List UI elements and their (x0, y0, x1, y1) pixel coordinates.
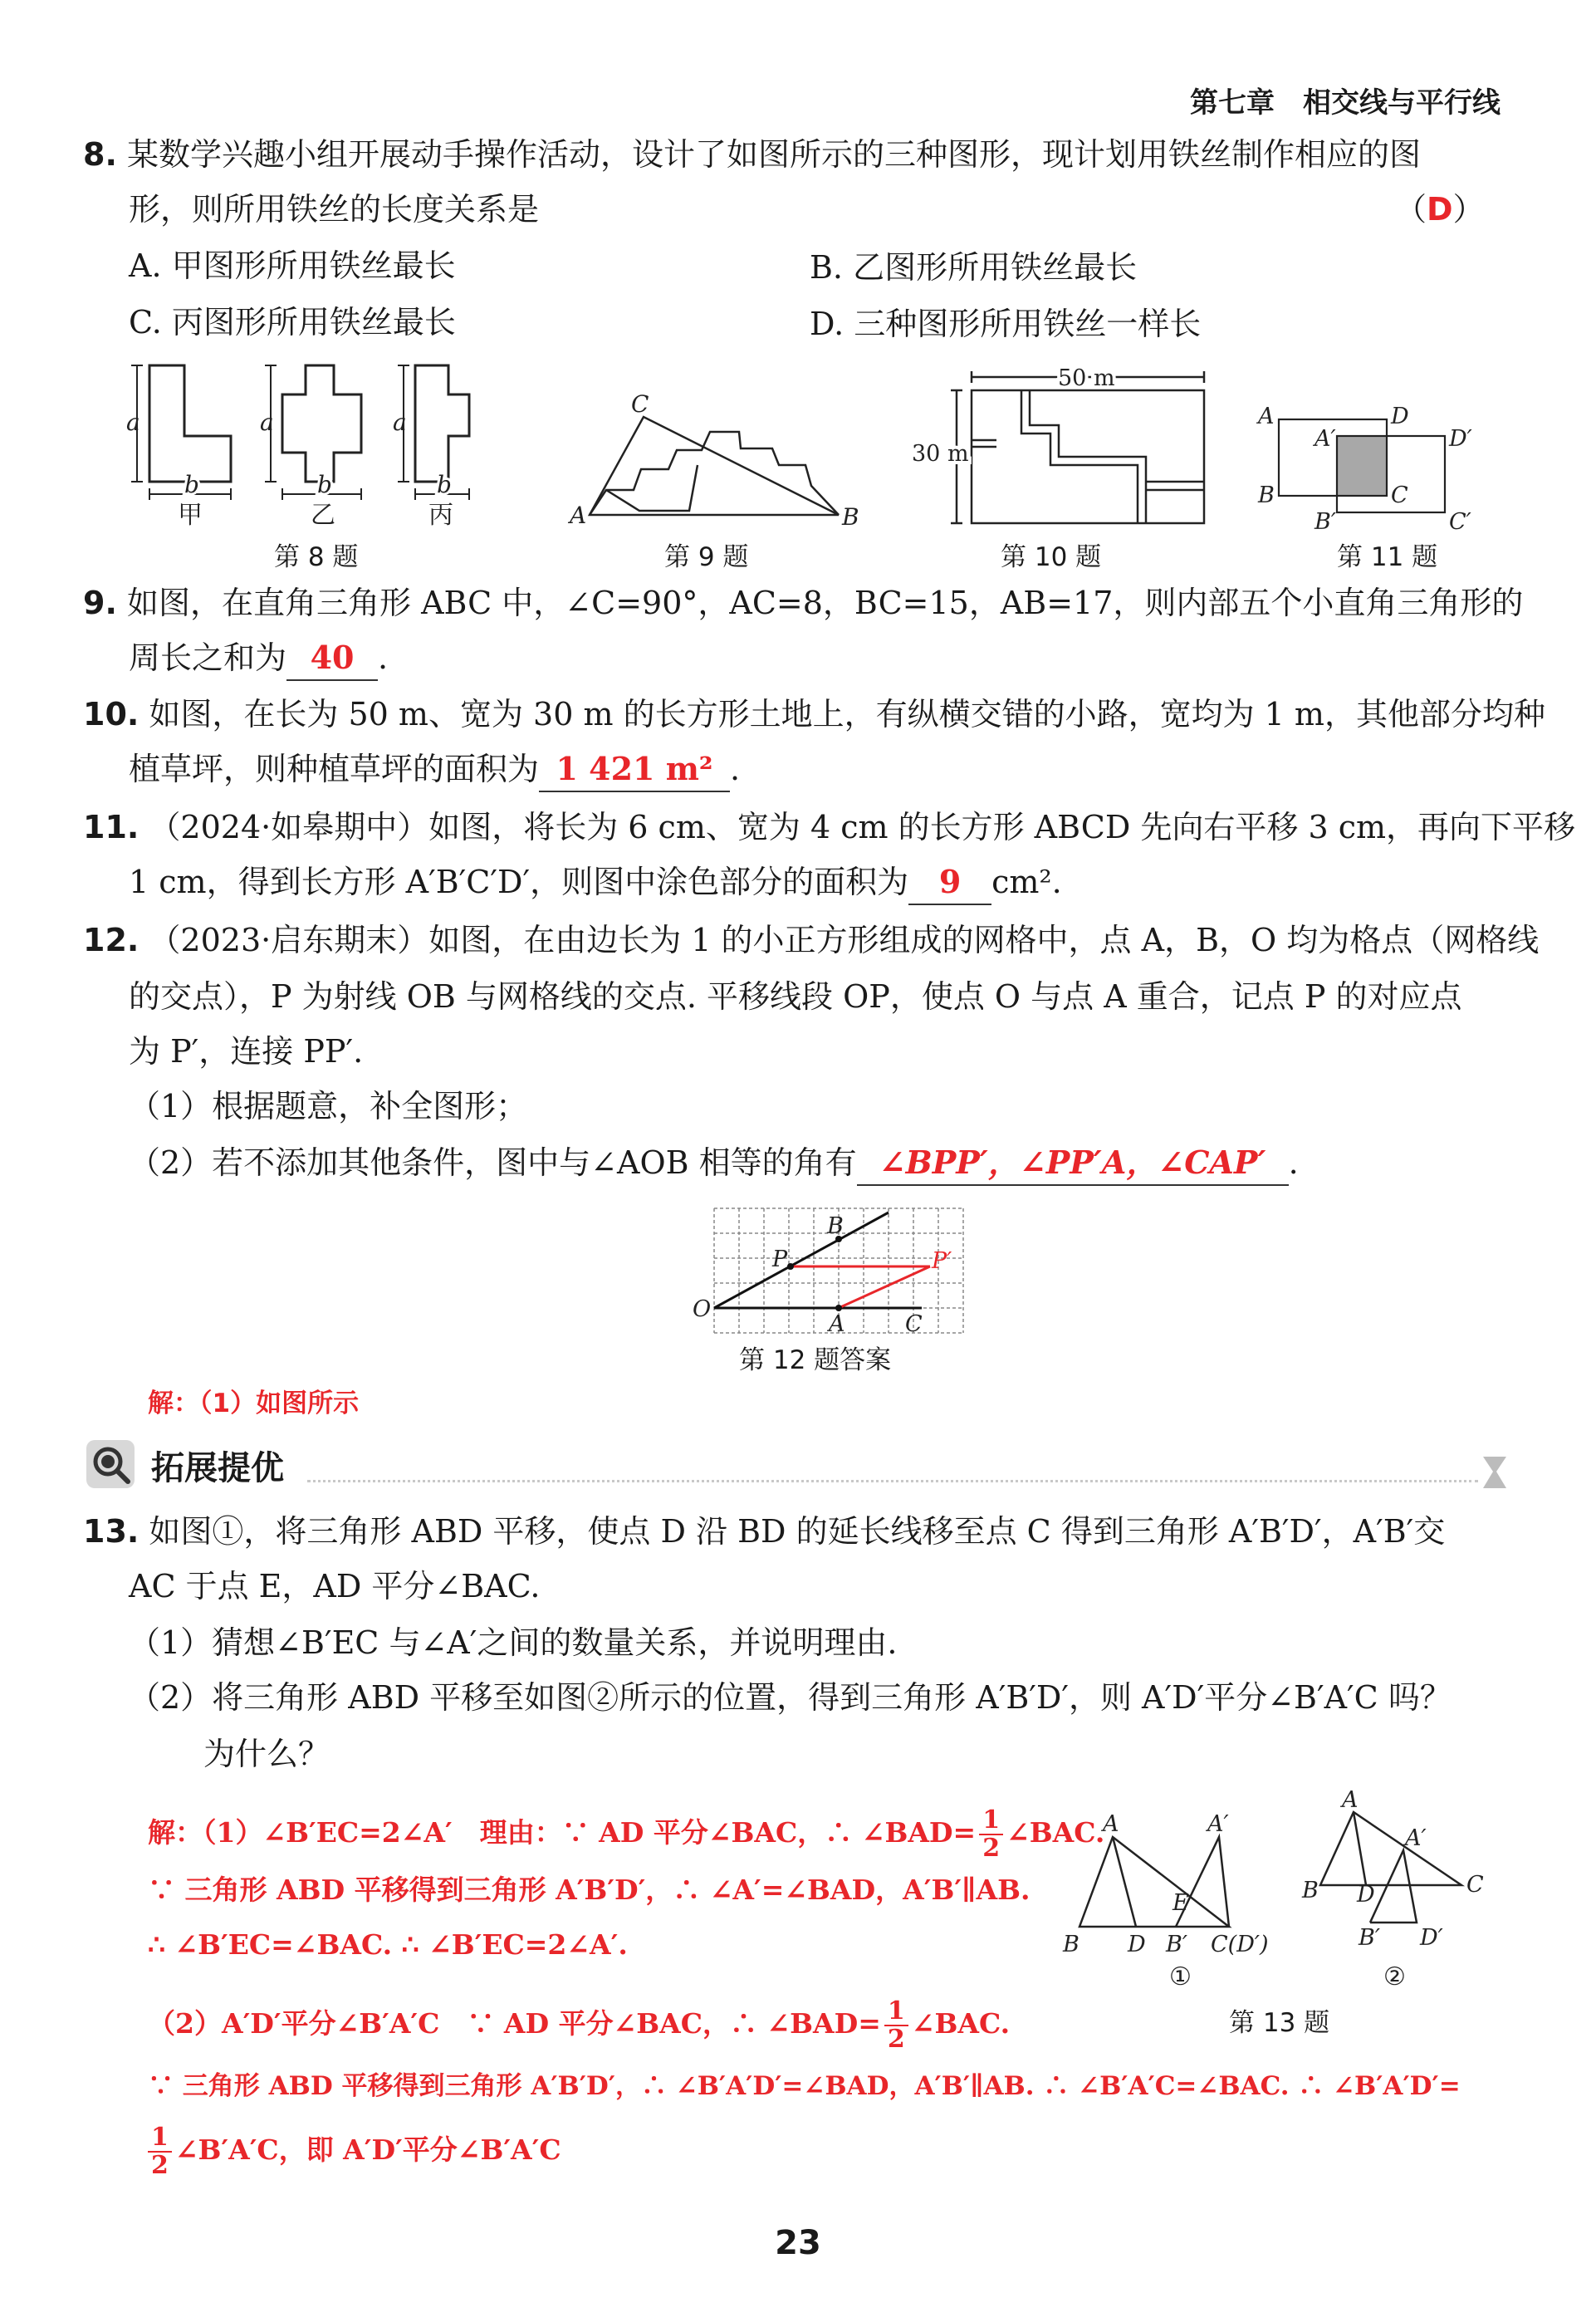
q13-sub2b: 为什么？ (203, 1736, 330, 1772)
q12-text2: 的交点），P 为射线 OB 与网格线的交点. 平移线段 OP，使点 O 与点 A 重合，记点 P 的对应点 (129, 978, 1462, 1015)
fig11-C1: C′ (1449, 509, 1471, 535)
hourglass-icon (1478, 1453, 1511, 1492)
fig8-b2: b (317, 471, 332, 498)
fig12-A: A (829, 1311, 845, 1337)
fig8-shape-yi (282, 365, 361, 482)
fig8-a1: a (126, 409, 140, 436)
fig13-2-B: B (1302, 1878, 1319, 1903)
q11-text1: （2024·如皋期中）如图，将长为 6 cm、宽为 4 cm 的长方形 ABCD 先向右平移 3 cm，再向下平移 (149, 809, 1576, 845)
fig10-height: 30 m (912, 441, 969, 467)
q13-sub1: （1）猜想∠B′EC 与∠A′之间的数量关系，并说明理由. (129, 1624, 898, 1661)
q8-option-c: C. 丙图形所用铁丝最长 (129, 304, 456, 340)
magnifier-icon (83, 1437, 141, 1492)
fig8-shape-jia (149, 365, 231, 482)
q11-answer: 9 (908, 860, 991, 905)
q8-answer-bracket: （D） (1395, 191, 1485, 228)
figure-13 (1055, 1786, 1520, 2018)
fig13-2-A: A (1342, 1787, 1359, 1813)
fig13-1-mark: ① (1169, 1962, 1192, 1991)
figure-8-caption: 第 8 题 (274, 542, 359, 572)
q13-sub2: （2）将三角形 ABD 平移至如图②所示的位置，得到三角形 A′B′D′，则 A′D′平分∠B′A′C 吗？ (129, 1679, 1452, 1716)
fig13-1-B: B (1063, 1932, 1080, 1957)
q8-text2: 形，则所用铁丝的长度关系是 (129, 191, 540, 228)
fig11-D: D (1391, 404, 1409, 429)
fig9-B: B (842, 503, 859, 531)
figure-9 (565, 382, 864, 531)
section-header (83, 1437, 1511, 1495)
q9-answer: 40 (286, 636, 378, 681)
figure-9-caption: 第 9 题 (664, 542, 749, 572)
q8-answer: D (1427, 191, 1453, 228)
fig12-C: C (905, 1311, 923, 1337)
fig10-width: 50 m (1058, 365, 1115, 391)
q8-option-b: B. 乙图形所用铁丝最长 (810, 249, 1138, 286)
figure-12-caption: 第 12 题答案 (739, 1345, 892, 1375)
figure-10 (905, 365, 1221, 531)
q10-number: 10. (83, 696, 140, 732)
q10-text1: 如图，在长为 50 m、宽为 30 m 的长方形土地上，有纵横交错的小路，宽均为 1 m，其他部分均种 (149, 696, 1545, 732)
section-title: 拓展提优 (151, 1449, 284, 1487)
q12-solution: 解：（1）如图所示 (148, 1389, 360, 1418)
figure-10-caption: 第 10 题 (1001, 542, 1102, 572)
figure-12 (681, 1200, 980, 1341)
q8-option-d: D. 三种图形所用铁丝一样长 (810, 306, 1202, 342)
fig8-b3: b (437, 471, 452, 498)
page-number: 23 (775, 2224, 821, 2262)
q12-sub1: （1）根据题意，补全图形； (129, 1088, 528, 1124)
q13-line1 (83, 1510, 1445, 1553)
fig11-B1: B′ (1314, 509, 1336, 535)
fig8-label-jia: 甲 (178, 501, 203, 530)
q10-line1 (83, 693, 1545, 736)
q10-answer: 1 421 m² (539, 747, 730, 792)
q13-sol2b: ∵ 三角形 ABD 平移得到三角形 A′B′D′，∴ ∠B′A′D′=∠BAD，A′B′∥AB. ∴ ∠B′A′C=∠BAC. ∴ ∠B′A′D′= (148, 2071, 1461, 2101)
fig13-2-mark: ② (1383, 1962, 1406, 1991)
fig13-2-B1: B′ (1359, 1925, 1380, 1951)
fig12-B: B (827, 1213, 844, 1239)
q9-line2: 周长之和为 40 . (129, 636, 388, 681)
fig11-D1: D′ (1449, 426, 1472, 452)
q8-text1: 某数学兴趣小组开展动手操作活动，设计了如图所示的三种图形，现计划用铁丝制作相应的图 (126, 136, 1421, 173)
q12-number: 12. (83, 922, 140, 958)
q10-line2: 植草坪，则种植草坪的面积为 1 421 m² . (129, 747, 740, 792)
fig8-shape-bing (415, 365, 469, 482)
figure-11 (1250, 394, 1515, 536)
q12-text1: （2023·启东期末）如图，在由边长为 1 的小正方形组成的网格中，点 A，B，O 均为格点（网格线 (149, 922, 1540, 958)
q12-text3: 为 P′，连接 PP′. (129, 1033, 364, 1070)
q13-text2: AC 于点 E，AD 平分∠BAC. (129, 1568, 541, 1604)
q11-line1 (83, 806, 1575, 849)
fig11-shaded (1337, 436, 1387, 496)
chapter-header: 第七章 相交线与平行线 (1190, 86, 1501, 120)
section-divider (307, 1480, 1478, 1482)
fig13-1-CD: C(D′) (1211, 1932, 1269, 1957)
q11-line2: 1 cm，得到长方形 A′B′C′D′，则图中涂色部分的面积为 9 cm². (129, 860, 1062, 905)
fig13-1-E: E (1173, 1890, 1189, 1916)
fig13-1-D: D (1128, 1932, 1146, 1957)
fig13-1-B1: B′ (1166, 1932, 1187, 1957)
fig8-b1: b (184, 471, 199, 498)
q9-text1: 如图，在直角三角形 ABC 中，∠C=90°，AC=8，BC=15，AB=17，则内部五个小直角三角形的 (126, 585, 1524, 621)
q9-line1 (83, 581, 1523, 625)
q12-line1 (83, 918, 1539, 962)
fig13-2-D1: D′ (1420, 1925, 1443, 1951)
fig13-1-A: A (1103, 1811, 1119, 1837)
fig8-a3: a (393, 409, 407, 436)
q12-sub2: （2）若不添加其他条件，图中与∠AOB 相等的角有 ∠BPP′，∠PP′A，∠CAP′ . (129, 1141, 1299, 1186)
fig11-C: C (1391, 483, 1408, 508)
figure-13-caption: 第 13 题 (1229, 2008, 1330, 2038)
figure-11-caption: 第 11 题 (1337, 542, 1438, 572)
q13-number: 13. (83, 1513, 140, 1550)
fig8-a2: a (260, 409, 274, 436)
q8-number: 8. (83, 136, 117, 173)
fig13-2-A1: A′ (1405, 1825, 1427, 1851)
q11-number: 11. (83, 809, 140, 845)
q13-text1: 如图①，将三角形 ABD 平移，使点 D 沿 BD 的延长线移至点 C 得到三角形 A′B′D′，A′B′交 (149, 1513, 1446, 1550)
fig12-P: P (772, 1247, 788, 1272)
fig12-O: O (693, 1296, 712, 1322)
fig11-B: B (1258, 483, 1275, 508)
fig11-A1: A′ (1314, 426, 1336, 452)
fig9-C: C (631, 390, 649, 418)
q12-answer: ∠BPP′，∠PP′A，∠CAP′ (857, 1141, 1289, 1186)
q13-sol2a: （2）A′D′平分∠B′A′C ∵ AD 平分∠BAC，∴ ∠BAD= $\frac{1}{2}$ ∠BAC. (148, 1996, 1011, 2054)
q13-sol1a: 解：（1）∠B′EC=2∠A′ 理由：∵ AD 平分∠BAC，∴ ∠BAD= $\frac{1}{2}$ ∠BAC. (148, 1805, 1105, 1863)
q8-line1 (83, 133, 1421, 176)
fig11-A: A (1258, 404, 1275, 429)
fig12-P1: P′ (932, 1248, 952, 1274)
q13-sol1b: ∵ 三角形 ABD 平移得到三角形 A′B′D′，∴ ∠A′=∠BAD，A′B′∥AB. (148, 1874, 1031, 1906)
q13-sol1c: ∴ ∠B′EC=∠BAC. ∴ ∠B′EC=2∠A′. (148, 1928, 628, 1961)
fig8-label-yi: 乙 (311, 501, 335, 530)
fig13-2-C: C (1466, 1872, 1484, 1898)
fig13-1-A1: A′ (1207, 1811, 1229, 1837)
fig13-2-D: D (1357, 1882, 1375, 1908)
q13-sol2c: $\frac{1}{2}$ ∠B′A′C，即 A′D′平分∠B′A′C (148, 2124, 561, 2179)
fig9-A: A (570, 502, 587, 529)
fig8-label-bing: 丙 (428, 501, 453, 530)
q8-option-a: A. 甲图形所用铁丝最长 (129, 247, 456, 284)
q9-number: 9. (83, 585, 117, 621)
